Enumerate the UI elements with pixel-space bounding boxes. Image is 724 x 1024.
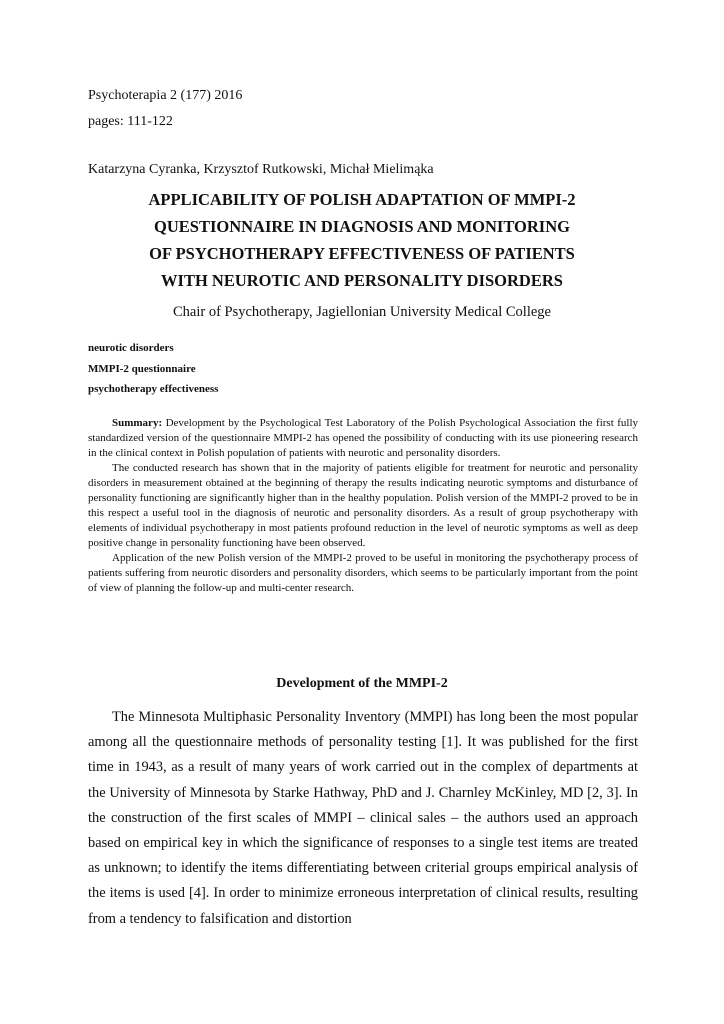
keyword-list — [88, 338, 218, 400]
page-range: pages: 111-122 — [88, 114, 173, 129]
author-list: Katarzyna Cyranka, Krzysztof Rutkowski, Michał Mielimąka — [88, 162, 434, 177]
abstract-paragraph-1 — [88, 416, 638, 461]
abstract — [88, 416, 638, 596]
affiliation: Chair of Psychotherapy, Jagiellonian University Medical College — [173, 304, 551, 320]
keyword-item: MMPI-2 questionnaire — [88, 362, 196, 375]
keyword-item: psychotherapy effectiveness — [88, 383, 219, 395]
abstract-text-1: Development by the Psychological Test Laboratory of the Polish Psychological Association the first fully standardized version of the questionnaire MMPI-2 has opened the possibility of conducting with its use pioneering research in the clinical context in Polish population of patients with neurotic and personality disorders. — [88, 417, 638, 459]
summary-label: Summary: — [112, 417, 163, 429]
keyword-item: neurotic disorders — [88, 342, 174, 354]
title-line-2: QUESTIONNAIRE IN DIAGNOSIS AND MONITORING — [154, 217, 570, 236]
abstract-paragraph-3: Application of the new Polish version of the MMPI-2 proved to be useful in monitoring the psychotherapy process of patients suffering from neurotic disorders and personality disorders, which seems to be particularly important from the point of view of planning the follow-up and multi-center research. — [88, 552, 638, 594]
body-paragraph: The Minnesota Multiphasic Personality Inventory (MMPI) has long been the most popular among all the questionnaire methods of personality testing [1]. It was published for the first time in 1943, as a result of many years of work carried out in the complex of departments at the University of Minnesota by Starke Hathway, PhD and J. Charnley McKinley, MD [2, 3]. In the construction of the first scales of MMPI – clinical sales – the authors used an approach based on empirical key in which the significance of responses to a single test items are treated as unknown; to identify the items differentiating between criterial groups empirical analysis of the items is used [4]. In order to minimize erroneous interpretation of clinical results, resulting from a tendency to falsification and distortion — [88, 709, 638, 927]
title-line-3: OF PSYCHOTHERAPY EFFECTIVENESS OF PATIENTS — [149, 244, 575, 263]
section-body — [88, 705, 638, 932]
section-heading: Development of the MMPI-2 — [276, 676, 448, 691]
title-line-4: WITH NEUROTIC AND PERSONALITY DISORDERS — [161, 271, 563, 290]
paper-title — [88, 186, 636, 294]
journal-citation: Psychoterapia 2 (177) 2016 — [88, 88, 243, 103]
title-line-1: APPLICABILITY OF POLISH ADAPTATION OF MMPI-2 — [148, 190, 576, 209]
abstract-paragraph-2: The conducted research has shown that in the majority of patients eligible for treatment for neurotic and personality disorders in measurement obtained at the beginning of therapy the results indicating neurotic symptoms and disturbance of personality functioning are significantly higher than in the healthy population. Polish version of the MMPI-2 proved to be in this respect a useful tool in the diagnosis of neurotic and personality disorders. As a result of group psychotherapy with elements of individual psychotherapy in most patients profound reduction in the level of neurotic symptoms as well as deep positive change in personality functioning have been observed. — [88, 462, 638, 549]
